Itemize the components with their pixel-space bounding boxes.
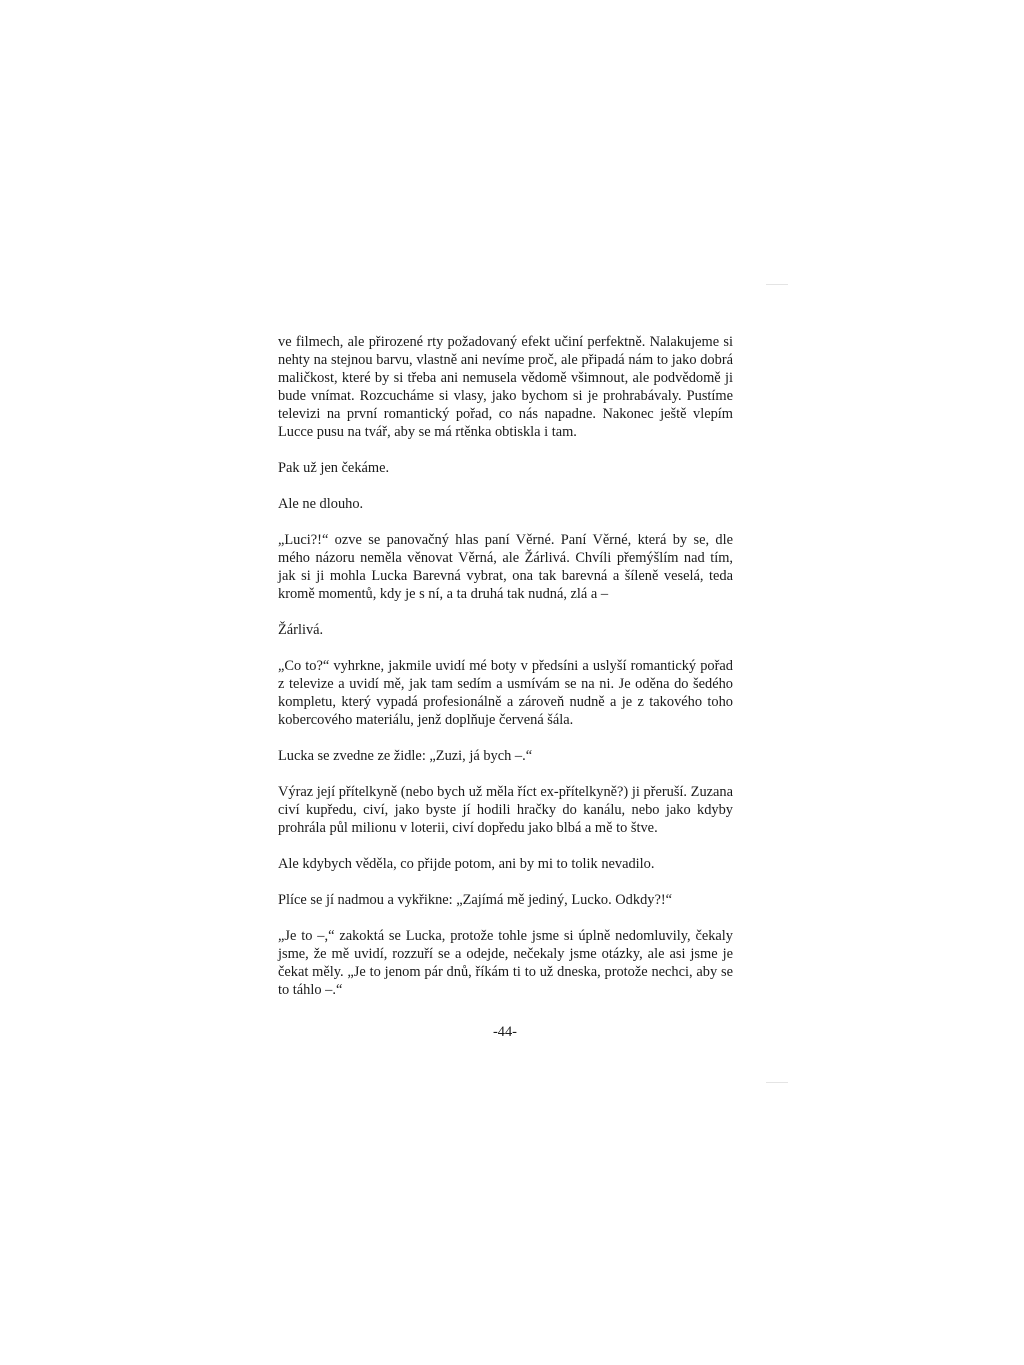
paragraph: Pak už jen čekáme. <box>278 460 390 476</box>
paragraph: „Luci?!“ ozve se panovačný hlas paní Věrné. Paní Věrné, která by se, dle mého názoru neměla věnovat Věrná, ale Žárlivá. Chvíli přemýšlím nad tím, jak si ji mohla Lucka Barevná vybrat, ona tak barevná a šíleně veselá, teda kromě momentů, kdy je s ní, a ta druhá tak nudná, zlá a – <box>278 532 733 602</box>
crop-mark-bottom <box>766 1082 788 1083</box>
paragraph: Plíce se jí nadmou a vykřikne: „Zajímá mě jediný, Lucko. Odkdy?!“ <box>278 892 673 908</box>
crop-mark-top <box>766 284 788 285</box>
paragraph: Ale kdybych věděla, co přijde potom, ani by mi to tolik nevadilo. <box>278 856 655 872</box>
paragraph: ve filmech, ale přirozené rty požadovaný efekt učiní perfektně. Nalakujeme si nehty na stejnou barvu, vlastně ani nevíme proč, ale připadá nám to jako dobrá maličkost, které by si třeba ani nemusela vědomě všimnout, ale podvědomě ji bude vnímat. Rozcucháme si vlasy, jako bychom si je prohrabávaly. Pustíme televizi na první romantický pořad, co nás napadne. Nakonec ještě vlepím Lucce pusu na tvář, aby se má rtěnka obtiskla i tam. <box>278 334 733 440</box>
paragraph: „Co to?“ vyhrkne, jakmile uvidí mé boty v předsíni a uslyší romantický pořad z televize a uvidí mě, jak tam sedím a usmívám se na ni. Je oděna do šedého kompletu, který vypadá profesionálně a zároveň nudně a je z takového toho kobercového materiálu, jenž doplňuje červená šála. <box>278 658 733 728</box>
paragraph: „Je to –,“ zakoktá se Lucka, protože tohle jsme si úplně nedomluvily, čekaly jsme, že mě uvidí, rozzuří se a odejde, nečekaly jsme otázky, ale asi jsme je čekat měly. „Je to jenom pár dnů, říkám ti to už dneska, protože nechci, aby se to táhlo –.“ <box>278 928 733 998</box>
paragraph: Výraz její přítelkyně (nebo bych už měla říct ex-přítelkyně?) ji přeruší. Zuzana civí kupředu, civí, jako byste jí hodili hračky do kanálu, nebo jako kdyby prohrála půl milionu v loterii, civí dopředu jako blbá a mě to štve. <box>278 784 733 836</box>
body-text <box>278 333 733 999</box>
paragraph: Žárlivá. <box>278 622 324 638</box>
page-number: -44- <box>493 1024 517 1040</box>
paragraph: Ale ne dlouho. <box>278 496 364 512</box>
paragraph: Lucka se zvedne ze židle: „Zuzi, já bych –.“ <box>278 748 533 764</box>
